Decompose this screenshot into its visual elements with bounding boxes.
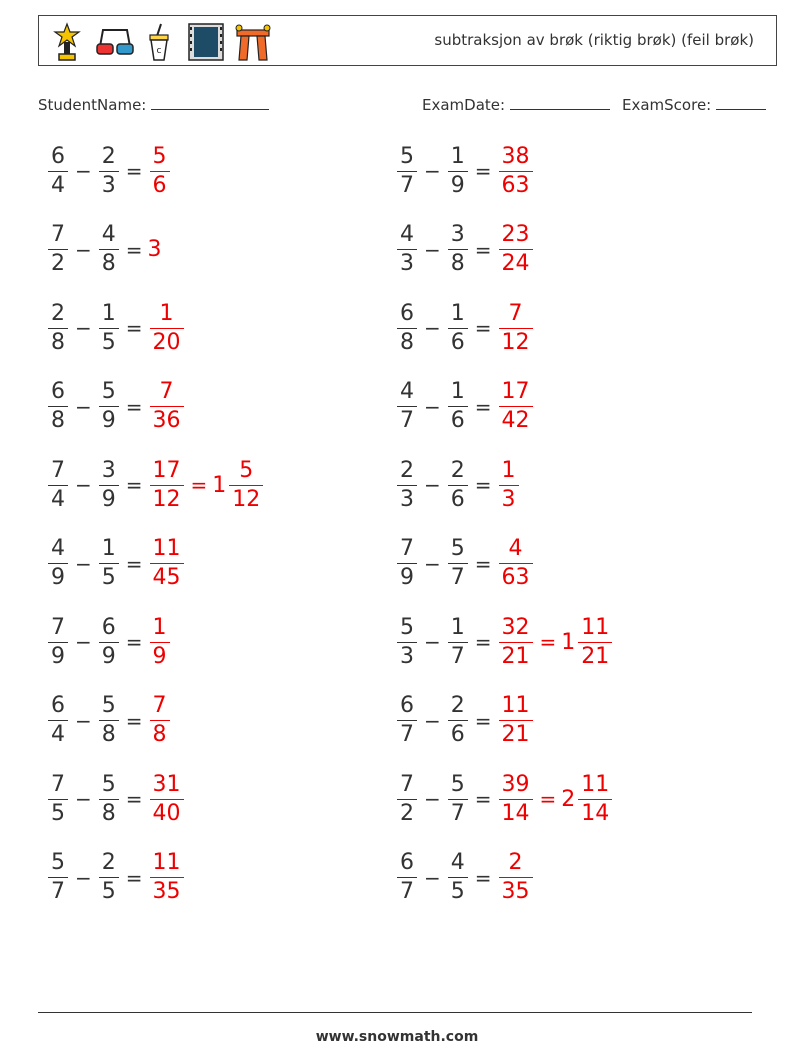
- minuend-fraction-numerator: 6: [51, 379, 65, 404]
- answer-fraction: [150, 614, 170, 669]
- subtrahend-fraction: [448, 538, 468, 589]
- minuend-fraction: [48, 224, 68, 275]
- subtrahend-fraction-numerator: 2: [101, 850, 116, 875]
- subtrahend-fraction-denominator: 8: [99, 720, 119, 746]
- subtrahend-fraction-numerator: 2: [450, 693, 465, 718]
- problem-18: [395, 769, 614, 829]
- subtrahend-fraction-numerator: 2: [101, 143, 116, 169]
- answer-fraction: [499, 224, 533, 275]
- minuend-fraction: [397, 143, 417, 198]
- minuend-fraction-denominator: 5: [48, 799, 68, 825]
- problem-12: [395, 534, 535, 594]
- minus-sign: −: [424, 551, 441, 576]
- problem-9: [46, 455, 265, 515]
- answer-fraction-numerator: 39: [501, 771, 530, 797]
- equals-sign: =: [125, 316, 143, 340]
- answer-whole-number: 3: [147, 237, 162, 262]
- answer-fraction-denominator: 40: [150, 799, 184, 825]
- subtrahend-fraction-numerator: 1: [101, 536, 116, 561]
- answer-fraction: [150, 457, 184, 512]
- subtrahend-fraction: [448, 224, 468, 275]
- minuend-fraction-numerator: 4: [400, 222, 414, 247]
- answer-fraction: [150, 538, 184, 589]
- problem-1: [46, 141, 172, 201]
- answer-fraction-denominator: 45: [150, 563, 184, 589]
- drink-cup-icon: [141, 22, 177, 60]
- problem-17: [46, 769, 186, 829]
- minuend-fraction-numerator: 5: [400, 143, 414, 169]
- minuend-fraction-denominator: 8: [397, 328, 417, 354]
- answer-fraction-denominator: 63: [499, 563, 533, 589]
- mixed-number-fraction: [229, 457, 263, 512]
- equals-sign: =: [474, 551, 492, 576]
- subtrahend-fraction: [448, 300, 468, 355]
- problem-19: [46, 848, 186, 908]
- subtrahend-fraction-numerator: 3: [450, 222, 465, 247]
- equals-sign: =: [474, 237, 492, 262]
- equals-sign: =: [474, 316, 492, 340]
- subtrahend-fraction-numerator: 1: [450, 379, 465, 404]
- subtrahend-fraction-numerator: 1: [450, 300, 465, 326]
- answer-fraction-denominator: 20: [150, 328, 184, 354]
- header-icons: [49, 20, 269, 62]
- problem-13: [46, 612, 172, 672]
- subtrahend-fraction: [99, 224, 119, 275]
- minuend-fraction-denominator: 7: [397, 877, 417, 903]
- answer-fraction-denominator: 21: [499, 642, 533, 668]
- minuend-fraction-denominator: 7: [397, 720, 417, 746]
- subtrahend-fraction-denominator: 6: [448, 406, 468, 432]
- subtrahend-fraction-numerator: 4: [450, 850, 465, 875]
- subtrahend-fraction-numerator: 5: [450, 771, 465, 797]
- answer-fraction-numerator: 23: [501, 222, 530, 247]
- subtrahend-fraction-denominator: 6: [448, 328, 468, 354]
- minuend-fraction: [48, 771, 68, 826]
- equals-sign: =: [125, 865, 143, 890]
- subtrahend-fraction-denominator: 7: [448, 563, 468, 589]
- minuend-fraction-denominator: 4: [48, 720, 68, 746]
- subtrahend-fraction-numerator: 5: [101, 693, 116, 718]
- answer-fraction: [499, 381, 533, 432]
- minus-sign: −: [75, 551, 92, 576]
- mixed-number-whole: 1: [561, 629, 576, 655]
- equals-sign: =: [474, 708, 492, 733]
- subtrahend-fraction: [448, 381, 468, 432]
- minuend-fraction: [48, 143, 68, 198]
- subtrahend-fraction-numerator: 1: [450, 614, 465, 640]
- answer-fraction: [499, 457, 519, 512]
- equals-sign: =: [125, 159, 143, 183]
- mixed-denominator: 21: [578, 642, 612, 668]
- equals-sign: =: [125, 630, 143, 654]
- trophy-icon: [49, 22, 85, 60]
- minuend-fraction-denominator: 9: [397, 563, 417, 589]
- minus-sign: −: [424, 708, 441, 733]
- exam-score-label: ExamScore:: [622, 96, 712, 114]
- mixed-number-fraction: [578, 614, 612, 669]
- minuend-fraction-numerator: 2: [400, 457, 414, 483]
- answer-fraction-numerator: 7: [152, 693, 167, 718]
- answer-fraction: [499, 695, 533, 746]
- problem-11: [46, 534, 186, 594]
- minuend-fraction-denominator: 7: [397, 171, 417, 197]
- exam-date-blank[interactable]: [510, 94, 610, 110]
- minuend-fraction-denominator: 4: [48, 485, 68, 511]
- minuend-fraction-numerator: 5: [400, 614, 414, 640]
- worksheet-title: subtraksjon av brøk (riktig brøk) (feil brøk): [434, 31, 754, 49]
- problem-3: [46, 220, 162, 280]
- minuend-fraction-denominator: 2: [397, 799, 417, 825]
- subtrahend-fraction-numerator: 1: [450, 143, 465, 169]
- problem-14: [395, 612, 614, 672]
- answer-fraction-denominator: 8: [150, 720, 170, 746]
- answer-fraction-denominator: 3: [499, 485, 519, 511]
- subtrahend-fraction-denominator: 9: [448, 171, 468, 197]
- subtrahend-fraction: [99, 300, 119, 355]
- minuend-fraction-denominator: 4: [48, 171, 68, 197]
- problem-2: [395, 141, 535, 201]
- minus-sign: −: [424, 473, 441, 497]
- minuend-fraction-numerator: 6: [400, 693, 414, 718]
- problem-16: [395, 691, 535, 751]
- subtrahend-fraction: [99, 143, 119, 198]
- minus-sign: −: [75, 394, 92, 419]
- answer-fraction: [150, 852, 184, 903]
- subtrahend-fraction: [99, 695, 119, 746]
- equals-sign: =: [474, 787, 492, 811]
- minuend-fraction: [397, 224, 417, 275]
- subtrahend-fraction-numerator: 3: [101, 457, 116, 483]
- equals-sign: =: [474, 473, 492, 497]
- minus-sign: −: [75, 630, 92, 654]
- minus-sign: −: [424, 865, 441, 890]
- equals-sign: =: [474, 394, 492, 419]
- mixed-number-whole: 1: [212, 472, 227, 498]
- minuend-fraction: [397, 614, 417, 669]
- problem-4: [395, 220, 535, 280]
- minus-sign: −: [424, 316, 441, 340]
- minuend-fraction-numerator: 6: [51, 693, 65, 718]
- mixed-numerator: 11: [581, 614, 610, 640]
- minus-sign: −: [75, 787, 92, 811]
- exam-date-label: ExamDate:: [422, 96, 506, 114]
- exam-date-field: [422, 94, 610, 114]
- subtrahend-fraction-denominator: 6: [448, 720, 468, 746]
- answer-fraction-numerator: 38: [501, 143, 530, 169]
- footer-divider: [38, 1012, 752, 1013]
- subtrahend-fraction: [448, 614, 468, 669]
- subtrahend-fraction-denominator: 9: [99, 485, 119, 511]
- answer-fraction: [150, 143, 170, 198]
- exam-score-field: [622, 94, 766, 114]
- svg-text:c: c: [156, 46, 162, 56]
- answer-fraction-denominator: 12: [150, 485, 184, 511]
- answer-fraction-numerator: 32: [501, 614, 530, 640]
- equals-sign: =: [125, 551, 143, 576]
- minus-sign: −: [75, 708, 92, 733]
- minuend-fraction: [48, 457, 68, 512]
- 3d-glasses-icon: [95, 22, 131, 60]
- subtrahend-fraction: [99, 381, 119, 432]
- subtrahend-fraction-denominator: 5: [99, 328, 119, 354]
- minuend-fraction-numerator: 6: [400, 850, 414, 875]
- mixed-number-fraction: [578, 771, 612, 826]
- subtrahend-fraction: [448, 695, 468, 746]
- subtrahend-fraction: [99, 614, 119, 669]
- mixed-denominator: 12: [229, 485, 263, 511]
- minus-sign: −: [75, 865, 92, 890]
- answer-fraction-numerator: 4: [508, 536, 523, 561]
- answer-fraction-denominator: 9: [150, 642, 170, 668]
- minuend-fraction: [48, 381, 68, 432]
- minuend-fraction: [397, 852, 417, 903]
- minuend-fraction-numerator: 2: [51, 300, 65, 326]
- student-name-blank[interactable]: [151, 94, 269, 110]
- subtrahend-fraction: [99, 852, 119, 903]
- minuend-fraction-numerator: 7: [400, 536, 414, 561]
- subtrahend-fraction: [448, 457, 468, 512]
- subtrahend-fraction-numerator: 4: [101, 222, 116, 247]
- answer-fraction: [150, 695, 170, 746]
- minuend-fraction-denominator: 8: [48, 406, 68, 432]
- minus-sign: −: [75, 316, 92, 340]
- minuend-fraction: [48, 538, 68, 589]
- mixed-equals-sign: =: [539, 787, 557, 811]
- answer-fraction: [150, 300, 184, 355]
- problem-5: [46, 298, 186, 358]
- answer-fraction-denominator: 36: [150, 406, 184, 432]
- minuend-fraction-numerator: 7: [51, 771, 65, 797]
- student-name-label: StudentName:: [38, 96, 147, 114]
- subtrahend-fraction: [448, 852, 468, 903]
- minuend-fraction: [48, 300, 68, 355]
- answer-fraction-denominator: 12: [499, 328, 533, 354]
- answer-fraction: [499, 143, 533, 198]
- minuend-fraction: [397, 771, 417, 826]
- subtrahend-fraction-numerator: 5: [101, 771, 116, 797]
- answer-fraction: [499, 300, 533, 355]
- subtrahend-fraction-denominator: 5: [99, 877, 119, 903]
- mixed-equals-sign: =: [539, 630, 557, 654]
- answer-fraction-numerator: 1: [159, 300, 174, 326]
- answer-fraction: [499, 771, 533, 826]
- answer-fraction-numerator: 2: [508, 850, 523, 875]
- minuend-fraction-denominator: 9: [48, 642, 68, 668]
- answer-fraction: [499, 614, 533, 669]
- minuend-fraction-numerator: 4: [400, 379, 414, 404]
- minuend-fraction-denominator: 3: [397, 642, 417, 668]
- minuend-fraction-numerator: 6: [400, 300, 414, 326]
- answer-fraction-denominator: 35: [499, 877, 533, 903]
- minuend-fraction-denominator: 3: [397, 485, 417, 511]
- mixed-numerator: 11: [581, 771, 610, 797]
- minus-sign: −: [424, 787, 441, 811]
- minus-sign: −: [424, 237, 441, 262]
- answer-fraction-numerator: 1: [501, 457, 516, 483]
- problem-10: [395, 455, 521, 515]
- minuend-fraction-numerator: 5: [51, 850, 65, 875]
- minus-sign: −: [75, 473, 92, 497]
- subtrahend-fraction-denominator: 7: [448, 642, 468, 668]
- answer-fraction-numerator: 11: [152, 850, 181, 875]
- answer-fraction-denominator: 6: [150, 171, 170, 197]
- answer-fraction-denominator: 24: [499, 249, 533, 275]
- minus-sign: −: [424, 159, 441, 183]
- minuend-fraction: [397, 538, 417, 589]
- minus-sign: −: [424, 630, 441, 654]
- answer-fraction-numerator: 7: [508, 300, 523, 326]
- exam-score-blank[interactable]: [716, 94, 766, 110]
- minuend-fraction: [48, 614, 68, 669]
- subtrahend-fraction-denominator: 7: [448, 799, 468, 825]
- equals-sign: =: [125, 473, 143, 497]
- answer-fraction-numerator: 11: [152, 536, 181, 561]
- minuend-fraction: [397, 695, 417, 746]
- subtrahend-fraction-denominator: 8: [99, 799, 119, 825]
- subtrahend-fraction-numerator: 1: [101, 300, 116, 326]
- answer-fraction-denominator: 42: [499, 406, 533, 432]
- answer-fraction-numerator: 11: [501, 693, 530, 718]
- answer-fraction-denominator: 21: [499, 720, 533, 746]
- answer-fraction-numerator: 31: [152, 771, 181, 797]
- subtrahend-fraction: [99, 771, 119, 826]
- minuend-fraction: [48, 695, 68, 746]
- minuend-fraction-numerator: 7: [400, 771, 414, 797]
- answer-fraction-numerator: 17: [152, 457, 181, 483]
- mixed-equals-sign: =: [190, 473, 208, 497]
- minuend-fraction-denominator: 9: [48, 563, 68, 589]
- problem-15: [46, 691, 172, 751]
- subtrahend-fraction: [99, 457, 119, 512]
- answer-fraction-numerator: 7: [159, 379, 174, 404]
- minus-sign: −: [75, 159, 92, 183]
- subtrahend-fraction-numerator: 5: [450, 536, 465, 561]
- minuend-fraction-numerator: 4: [51, 536, 65, 561]
- subtrahend-fraction-numerator: 5: [101, 379, 116, 404]
- answer-fraction-denominator: 14: [499, 799, 533, 825]
- minuend-fraction-numerator: 6: [51, 143, 65, 169]
- subtrahend-fraction-denominator: 8: [99, 249, 119, 275]
- problem-6: [395, 298, 535, 358]
- equals-sign: =: [125, 394, 143, 419]
- minuend-fraction: [397, 300, 417, 355]
- subtrahend-fraction: [99, 538, 119, 589]
- footer-url: www.snowmath.com: [315, 1029, 479, 1045]
- minuend-fraction-numerator: 7: [51, 614, 65, 640]
- answer-fraction-denominator: 35: [150, 877, 184, 903]
- minuend-fraction-denominator: 3: [397, 249, 417, 275]
- answer-fraction: [150, 381, 184, 432]
- answer-fraction-numerator: 5: [152, 143, 167, 169]
- minuend-fraction-denominator: 8: [48, 328, 68, 354]
- subtrahend-fraction-numerator: 6: [101, 614, 116, 640]
- subtrahend-fraction-denominator: 6: [448, 485, 468, 511]
- equals-sign: =: [125, 708, 143, 733]
- subtrahend-fraction: [448, 771, 468, 826]
- equals-sign: =: [125, 237, 143, 262]
- subtrahend-fraction-numerator: 2: [450, 457, 465, 483]
- problem-20: [395, 848, 535, 908]
- subtrahend-fraction-denominator: 5: [99, 563, 119, 589]
- student-name-field: [38, 94, 269, 114]
- subtrahend-fraction: [448, 143, 468, 198]
- answer-fraction-numerator: 17: [501, 379, 530, 404]
- minus-sign: −: [424, 394, 441, 419]
- answer-fraction: [499, 538, 533, 589]
- answer-fraction: [150, 771, 184, 826]
- minuend-fraction-denominator: 7: [48, 877, 68, 903]
- subtrahend-fraction-denominator: 8: [448, 249, 468, 275]
- subtrahend-fraction-denominator: 9: [99, 406, 119, 432]
- minuend-fraction-denominator: 7: [397, 406, 417, 432]
- problem-7: [46, 377, 186, 437]
- minus-sign: −: [75, 237, 92, 262]
- subtrahend-fraction-denominator: 9: [99, 642, 119, 668]
- minuend-fraction-denominator: 2: [48, 249, 68, 275]
- minuend-fraction-numerator: 7: [51, 222, 65, 247]
- mixed-denominator: 14: [578, 799, 612, 825]
- problem-8: [395, 377, 535, 437]
- minuend-fraction: [48, 852, 68, 903]
- answer-fraction-numerator: 1: [152, 614, 167, 640]
- film-frame-icon: [187, 22, 223, 60]
- equals-sign: =: [474, 865, 492, 890]
- worksheet-header: [38, 15, 777, 66]
- equals-sign: =: [474, 630, 492, 654]
- mixed-numerator: 5: [239, 457, 254, 483]
- answer-fraction-denominator: 63: [499, 171, 533, 197]
- mixed-number-whole: 2: [561, 786, 576, 812]
- subtrahend-fraction-denominator: 5: [448, 877, 468, 903]
- equals-sign: =: [125, 787, 143, 811]
- minuend-fraction-numerator: 7: [51, 457, 65, 483]
- answer-fraction: [499, 852, 533, 903]
- equals-sign: =: [474, 159, 492, 183]
- subtrahend-fraction-denominator: 3: [99, 171, 119, 197]
- minuend-fraction: [397, 457, 417, 512]
- minuend-fraction: [397, 381, 417, 432]
- cinema-stage-icon: [233, 22, 269, 60]
